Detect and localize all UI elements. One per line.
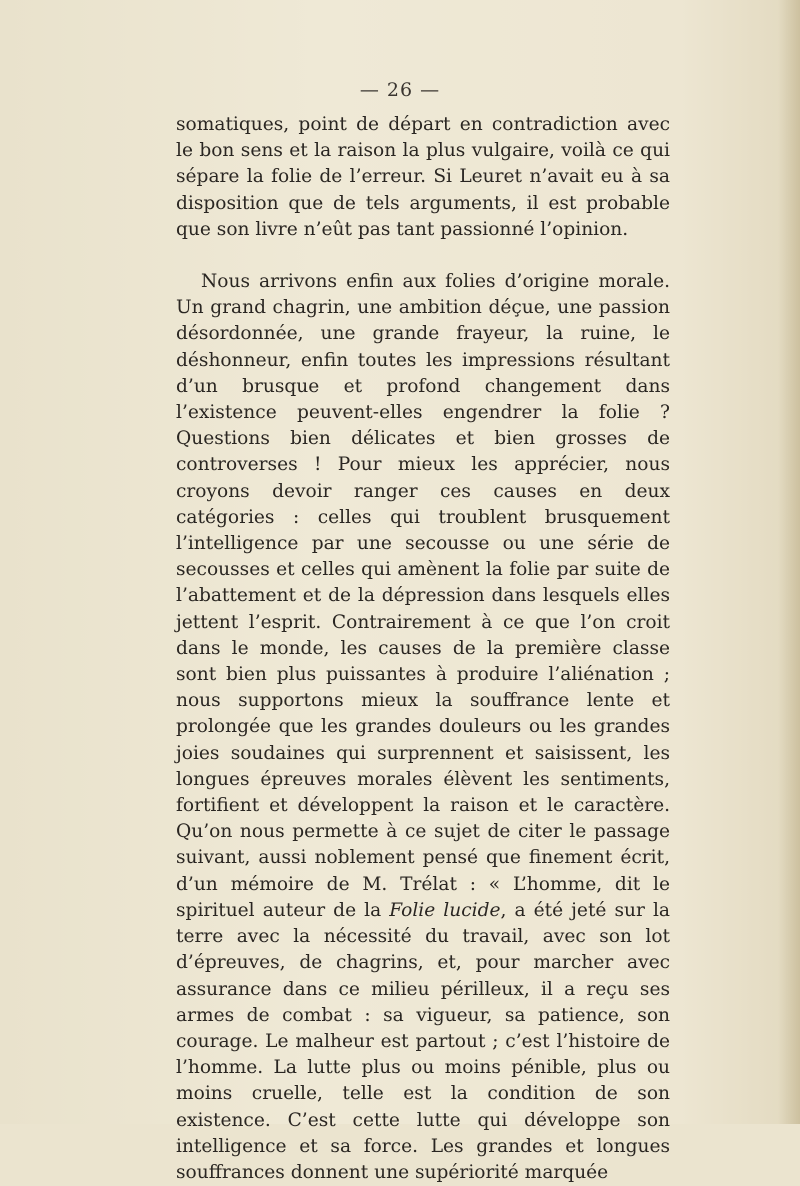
book-title-folie-lucide: Folie lucide (389, 899, 501, 921)
paragraph-2-text-b: , a été jeté sur la terre avec la nécessité du travail, avec son lot d’épreuves, de chagrins, et, pour marcher avec assurance dans ce milieu périlleux, il a reçu ses armes de combat : sa vigueur, sa patience, son courage. Le malheur est partout ; c’est l’histoire de l’homme. La lutte plus ou moins pénible, plus ou moins cruelle, telle est la condition de son existence. C’est cette lutte qui développe son intelligence et sa force. Les grandes et longues souffrances donnent une supériorité marquée (176, 899, 670, 1183)
page-number: — 26 — (359, 79, 441, 101)
paragraph-2-text-a: Nous arrivons enfin aux folies d’origine morale. Un grand chagrin, une ambition déçue, une passion désordonnée, une grande frayeur, la ruine, le déshonneur, enfin toutes les impressions résultant d’un brusque et profond changement dans l’existence peuvent-elles engendrer la folie ? Questions bien délicates et bien grosses de controverses ! Pour mieux les apprécier, nous croyons devoir ranger ces causes en deux catégories : celles qui troublent brusquement l’intelligence par une secousse ou une série de secousses et celles qui amènent la folie par suite de l’abattement et de la dépression dans lesquels elles jettent l’esprit. Contrairement à ce que l’on croit dans le monde, les causes de la première classe sont bien plus puissantes à produire l’aliénation ; nous supportons mieux la souffrance lente et prolongée que les grandes douleurs ou les grandes joies soudaines qui surprennent et saisissent, les longues épreuves morales élèvent les sentiments, fortifient et développent la raison et le caractère. Qu’on nous permette à ce sujet de citer le passage suivant, aussi noblement pensé que finement écrit, d’un mémoire de M. Trélat : « L’homme, dit le spirituel auteur de la (176, 271, 670, 921)
body-text (176, 112, 670, 1186)
paragraph-2 (176, 269, 670, 1186)
paragraph-1: somatiques, point de départ en contradiction avec le bon sens et la raison la plus vulgaire, voilà ce qui sépare la folie de l’erreur. Si Leuret n’avait eu à sa disposition que de tels arguments, il est probable que son livre n’eût pas tant passionné l’opinion. (176, 114, 670, 240)
page-edge-shadow (778, 0, 800, 1124)
